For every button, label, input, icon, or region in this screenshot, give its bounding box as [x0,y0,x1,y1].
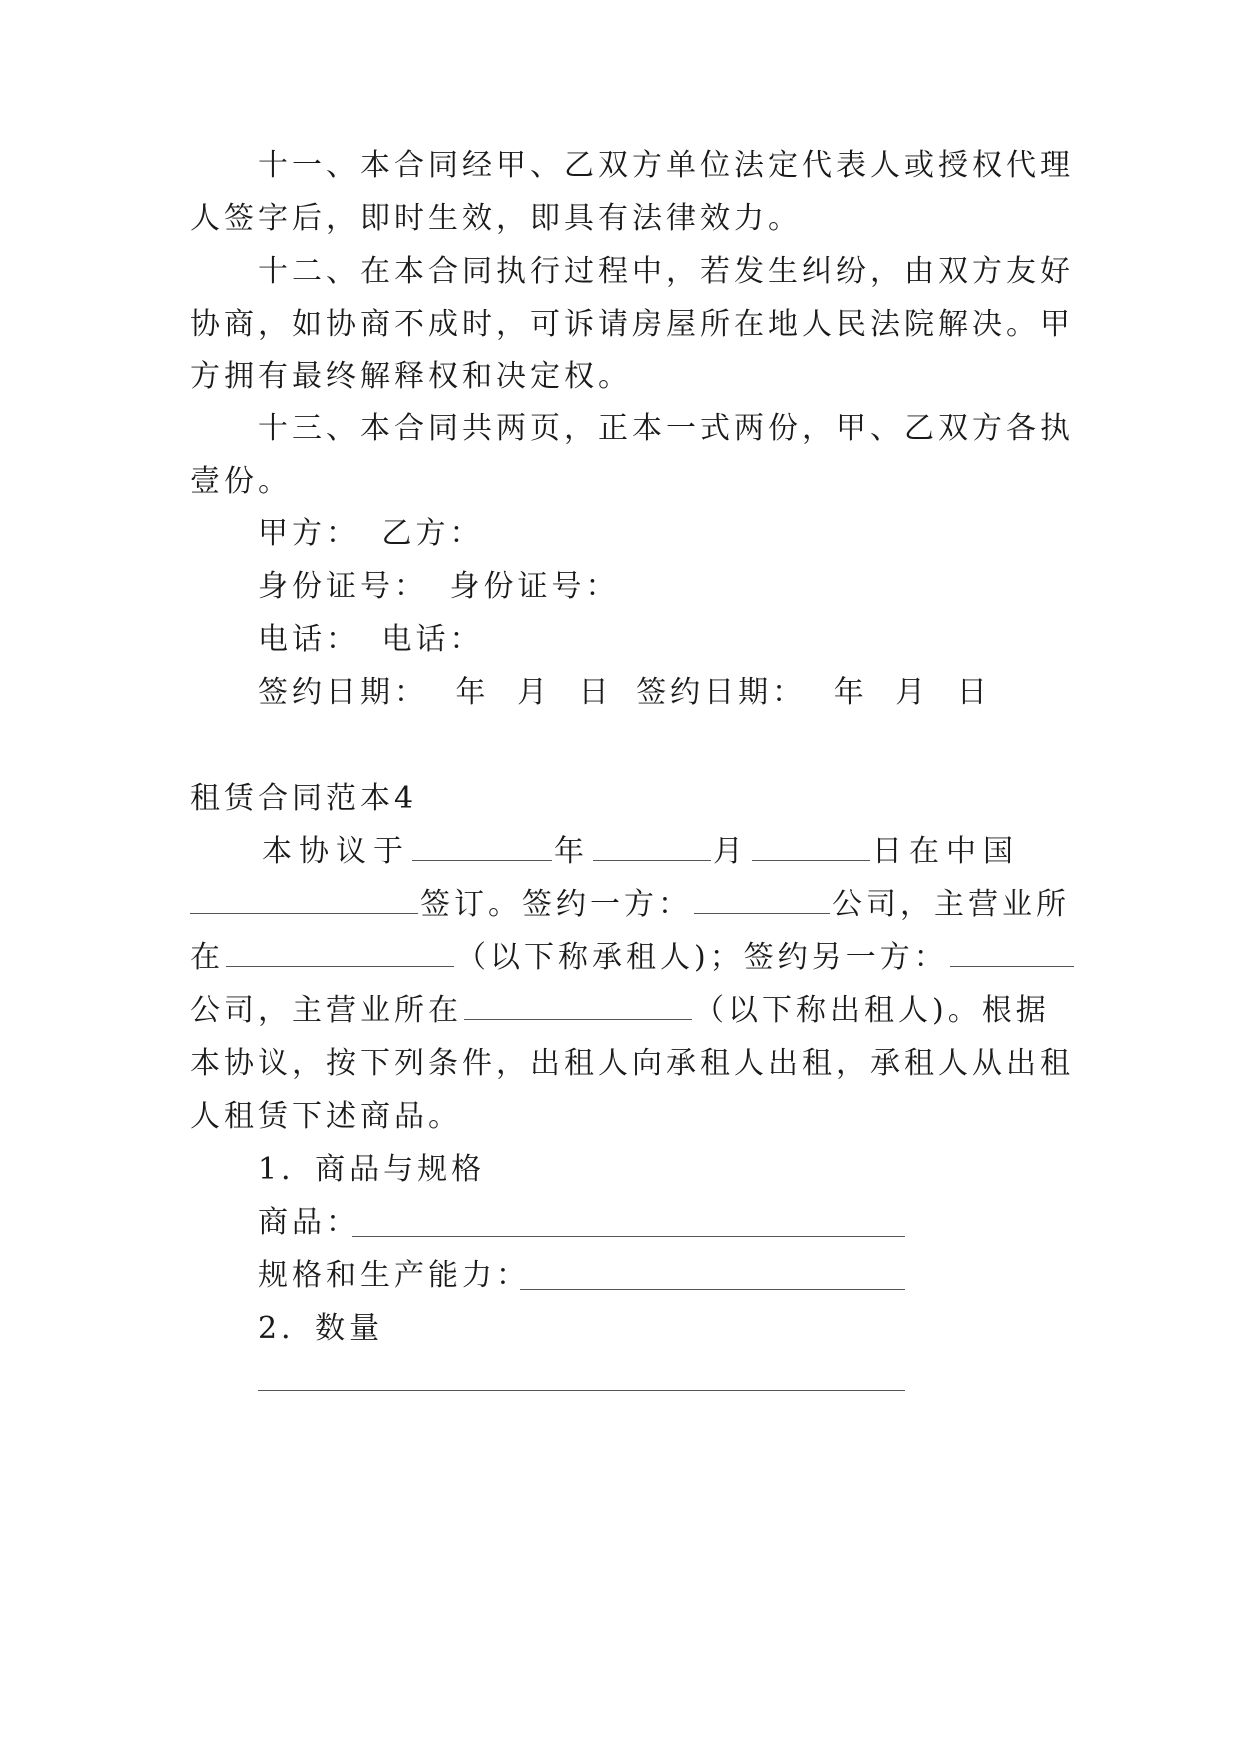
clause-12-line-3: 方拥有最终解释权和决定权。 [190,359,632,394]
intro-signed: 签订。签约一方： [420,887,692,922]
item-1-heading: 1．商品与规格 [258,1152,486,1187]
intro-month: 月 [713,834,750,869]
signature-parties [258,505,1060,563]
phone-b-label: 电话： [381,622,484,657]
blank-day [752,859,870,861]
item-1-spec [258,1247,1060,1305]
signature-phones [258,611,1060,669]
signature-dates [258,664,1060,722]
blank-company-a [694,912,830,914]
intro-agree-on: 本协议于 [262,834,410,869]
date-a-month: 月 [517,675,552,710]
clause-11-line-2: 人签字后，即时生效，即具有法律效力。 [190,201,802,236]
spec-blank-line [520,1289,905,1290]
goods-label: 商品： [258,1205,360,1240]
id-b-label: 身份证号： [449,569,620,604]
intro-company-main: 公司，主营业所 [832,887,1070,922]
party-b-label: 乙方： [381,516,484,551]
phone-a-label: 电话： [258,622,360,657]
intro-located: 在 [190,940,224,975]
item-1-goods [258,1194,1060,1252]
blank-place [190,912,418,914]
intro-line-4 [190,982,1060,1040]
date-a-day: 日 [578,675,613,710]
blank-address-a [226,965,454,967]
date-b-year: 年 [833,675,868,710]
date-a-label: 签约日期： [258,675,428,710]
blank-address-b [464,1018,692,1020]
intro-year: 年 [554,834,591,869]
date-a-year: 年 [455,675,490,710]
intro-line-2 [190,876,1070,934]
intro-lessor-note: （以下称出租人)。根据 [694,993,1050,1028]
intro-line-5: 本协议，按下列条件，出租人向承租人出租，承租人从出租 [190,1046,1074,1081]
intro-company-main2: 公司，主营业所在 [190,993,462,1028]
section-title: 租赁合同范本4 [190,781,418,816]
blank-company-b [950,965,1074,967]
date-b-day: 日 [956,675,991,710]
clause-12-line-2: 协商，如协商不成时，可诉请房屋所在地人民法院解决。甲 [190,307,1074,342]
date-b-label: 签约日期： [636,675,807,710]
blank-month [593,859,711,861]
intro-line-6: 人租赁下述商品。 [190,1099,462,1134]
intro-line-3 [190,929,1060,987]
intro-lessee-note: （以下称承租人)；签约另一方： [456,940,948,975]
id-a-label: 身份证号： [258,569,428,604]
spec-label: 规格和生产能力： [258,1258,530,1293]
intro-line-1 [262,823,1060,881]
party-a-label: 甲方： [258,516,360,551]
signature-ids [258,558,1060,616]
goods-blank-line [352,1236,905,1237]
quantity-blank-line [258,1390,905,1391]
date-b-month: 月 [895,675,930,710]
blank-year [412,859,552,861]
clause-11-line-1: 十一、本合同经甲、乙双方单位法定代表人或授权代理 [258,148,1074,183]
clause-13-line-1: 十三、本合同共两页，正本一式两份，甲、乙双方各执 [258,411,1074,446]
intro-day-in: 日在中国 [872,834,1020,869]
clause-12-line-1: 十二、在本合同执行过程中，若发生纠纷，由双方友好 [258,254,1074,289]
clause-13-line-2: 壹份。 [190,464,292,499]
item-2-heading: 2．数量 [258,1311,384,1346]
